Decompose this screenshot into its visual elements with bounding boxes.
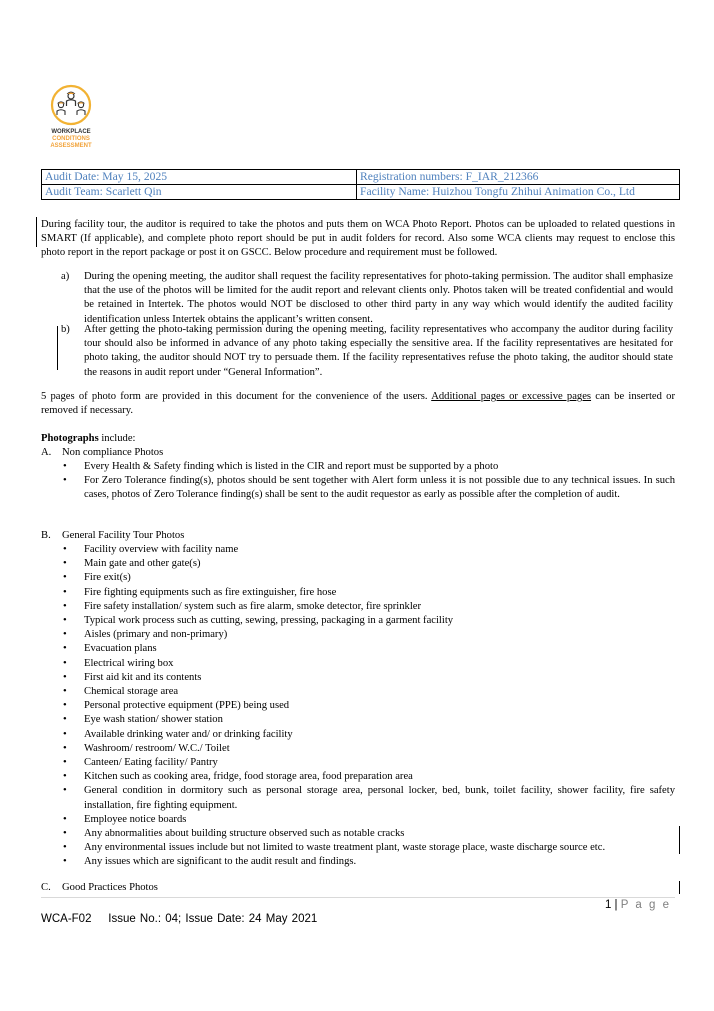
section-c-letter: C. [41, 882, 51, 893]
list-item: • Electrical wiring box [60, 657, 675, 671]
pages-note-underlined: Additional pages or excessive pages [431, 391, 592, 402]
procedure-marker-a: a) [61, 271, 70, 282]
logo-line-assessment: ASSESSMENT [50, 143, 92, 149]
logo-line-conditions: CONDITIONS [52, 136, 90, 142]
list-item: • Evacuation plans [60, 642, 675, 656]
section-b-title [41, 529, 184, 543]
list-item: • Any environmental issues include but not limited to waste treatment plant, waste storage place, waste discharge source etc. [60, 841, 675, 855]
photographs-include-text: include: [98, 433, 136, 444]
section-c-label: Good Practices Photos [62, 882, 158, 893]
pages-note-text: 5 pages of photo form are provided in this document for the convenience of the users. [41, 391, 432, 402]
list-item: • Eye wash station/ shower station [60, 713, 675, 727]
section-a-list [60, 460, 675, 503]
page-number-value: 1 [604, 899, 612, 911]
section-c-title [41, 881, 158, 895]
audit-date-cell: Audit Date: May 15, 2025 [42, 170, 357, 185]
list-item: • Chemical storage area [60, 685, 675, 699]
procedure-item-b: After getting the photo-taking permission during the opening meeting, facility representatives who accompany the auditor during facility tour should also be informed in advance of any photo taking especially the sensitive area. If the facility representatives are hesitated for photo taking, the auditor should NOT try to persuade them. If the facility representatives refuse the photo taking, the auditor should state the reasons in audit report under “General Information”. [84, 324, 673, 378]
list-item: • Personal protective equipment (PPE) being used [60, 699, 675, 713]
intro-paragraph: During facility tour, the auditor is required to take the photos and puts them on WCA Photo Report. Photos can be uploaded to related questions in SMART (If applicable), and complete photo report should be put in audit folders for record. Also some WCA clients may request to enclose this photo report in the report package or post it on GSCC. Below procedure and requirement must be followed. [41, 219, 675, 259]
facility-name-cell: Facility Name: Huizhou Tongfu Zhihui Animation Co., Ltd [357, 185, 680, 200]
revision-bar [679, 881, 680, 894]
list-item: • Canteen/ Eating facility/ Pantry [60, 756, 675, 770]
list-item: • Fire safety installation/ system such as fire alarm, smoke detector, fire sprinkler [60, 600, 675, 614]
procedure-marker-b: b) [61, 324, 70, 335]
list-item: • Aisles (primary and non-primary) [60, 628, 675, 642]
list-item: • Main gate and other gate(s) [60, 557, 675, 571]
list-item: • Facility overview with facility name [60, 543, 675, 557]
page-word: P a g e [620, 899, 671, 911]
workers-emblem-icon [44, 84, 98, 128]
audit-info-row [42, 185, 680, 200]
list-item: • Typical work process such as cutting, sewing, pressing, packaging in a garment facility [60, 614, 675, 628]
pages-note-tail: can be inserted or removed if necessary. [41, 391, 675, 417]
section-b-list [60, 543, 675, 870]
list-item: • Fire exit(s) [60, 571, 675, 585]
revision-bar [57, 326, 58, 370]
audit-info-table [41, 169, 680, 200]
wca-logo [44, 84, 98, 156]
revision-bar [36, 217, 37, 247]
procedure-item-a: During the opening meeting, the auditor shall request the facility representatives for photo-taking permission. The auditor shall emphasize that the use of the photos will be limited for the audit report and relevant clients only. Photos taken will be treated confidential and would be retained in Intertek. The photos would NOT be disclosed to other third party in any way which would identify the audited facility identification unless Intertek obtains the applicant’s written consent. [84, 271, 673, 325]
list-item: • For Zero Tolerance finding(s), photos should be sent together with Alert form unless it is not possible due to any technical issues. In such cases, photos of Zero Tolerance finding(s) shall be sent to the audit requestor as early as possible after the completion of audit. [60, 474, 675, 502]
list-item: • Kitchen such as cooking area, fridge, food storage area, food preparation area [60, 770, 675, 784]
logo-line-workplace: WORKPLACE [51, 129, 91, 135]
pages-note-paragraph [41, 390, 675, 418]
list-item: • Fire fighting equipments such as fire extinguisher, fire hose [60, 586, 675, 600]
registration-number-cell: Registration numbers: F_IAR_212366 [357, 170, 680, 185]
revision-bar [679, 826, 680, 854]
list-item: • Washroom/ restroom/ W.C./ Toilet [60, 742, 675, 756]
list-item: • Any issues which are significant to the audit result and findings. [60, 855, 675, 869]
photographs-heading [41, 432, 675, 446]
list-item: • Employee notice boards [60, 813, 675, 827]
list-item: • First aid kit and its contents [60, 671, 675, 685]
document-issue-info: WCA-F02 Issue No.: 04; Issue Date: 24 May 2021 [41, 913, 318, 925]
footer-divider [41, 897, 675, 898]
page-number [605, 899, 671, 911]
section-a-letter: A. [41, 447, 52, 458]
list-item: • General condition in dormitory such as personal storage area, personal locker, bed, bunk, toilet facility, shower facility, fire safety installation, fire fighting equipment. [60, 784, 675, 812]
photographs-label: Photographs [41, 433, 99, 444]
audit-info-row [42, 170, 680, 185]
list-item: • Every Health & Safety finding which is listed in the CIR and report must be supported by a photo [60, 460, 675, 474]
section-a-label: Non compliance Photos [62, 447, 164, 458]
section-b-label: General Facility Tour Photos [62, 530, 185, 541]
section-b-letter: B. [41, 530, 51, 541]
section-a-title [41, 446, 163, 460]
audit-team-cell: Audit Team: Scarlett Qin [42, 185, 357, 200]
list-item: • Any abnormalities about building structure observed such as notable cracks [60, 827, 675, 841]
list-item: • Available drinking water and/ or drinking facility [60, 728, 675, 742]
page-number-separator: | [611, 899, 621, 911]
